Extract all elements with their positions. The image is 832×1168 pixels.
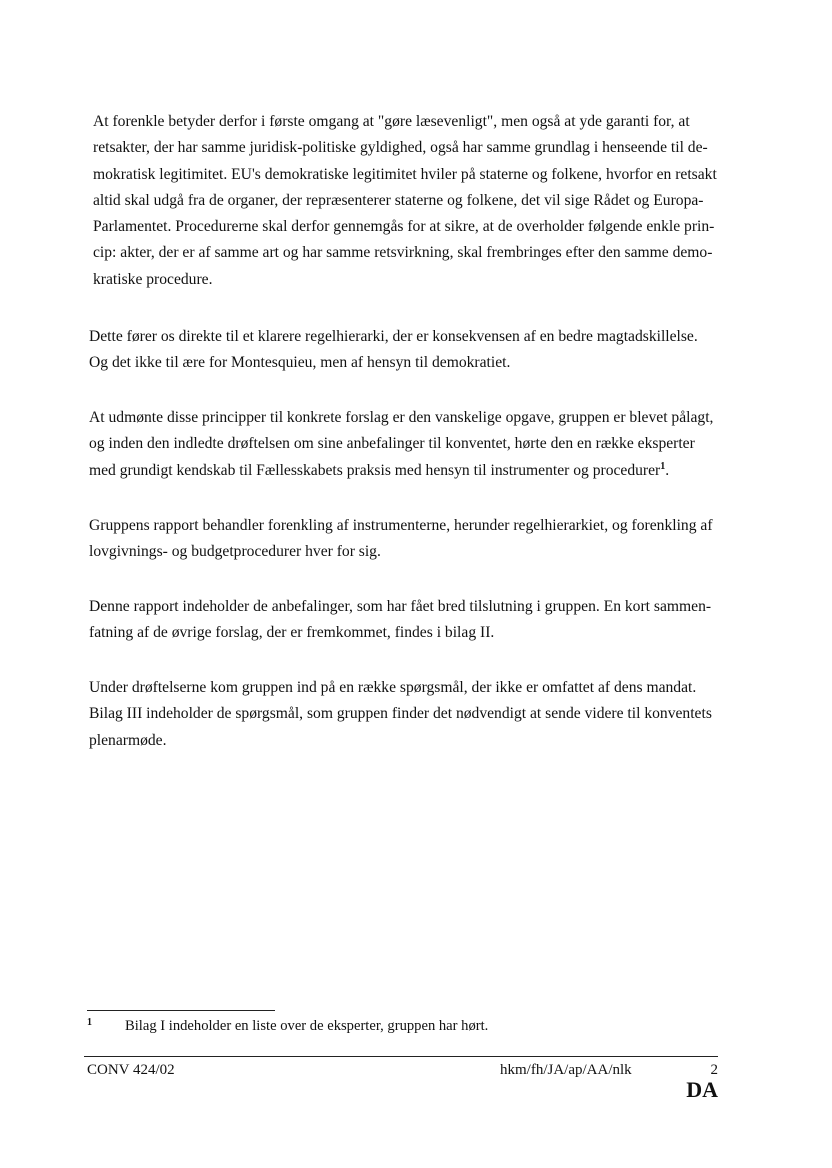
text-line: Gruppens rapport behandler forenkling af instrumenterne, herunder regelhierarkiet, og forenkling af xyxy=(89,517,713,534)
text-line-with-footnote xyxy=(89,458,729,484)
text-line: plenarmøde. xyxy=(89,731,167,749)
footnote-text: Bilag I indeholder en liste over de eksperter, gruppen har hørt. xyxy=(125,1018,489,1034)
paragraph-experts xyxy=(89,405,729,484)
text-line: kratiske procedure. xyxy=(93,270,213,288)
paragraph-hierarchy xyxy=(89,324,729,377)
footer-author-reference: hkm/fh/JA/ap/AA/nlk xyxy=(500,1062,632,1078)
text-line: Dette fører os direkte til et klarere regelhierarki, der er konsekvensen af en bedre magtadskillelse. xyxy=(89,328,698,345)
text-line: At forenkle betyder derfor i første omgang at "gøre læsevenligt", men også at yde garanti for, at xyxy=(93,113,690,130)
text-line: At udmønte disse principper til konkrete forslag er den vanskelige opgave, gruppen er blevet pålagt, xyxy=(89,409,714,426)
text-line: cip: akter, der er af samme art og har samme retsvirkning, skal frembringes efter den samme demo- xyxy=(93,244,713,262)
paragraph-recommendations xyxy=(89,594,729,647)
text-line: Under drøftelserne kom gruppen ind på en række spørgsmål, der ikke er omfattet af dens mandat. xyxy=(89,679,697,696)
text-line: altid skal udgå fra de organer, der repræsenterer staterne og folkene, det vil sige Rådet og Europa- xyxy=(93,191,704,209)
text-line: lovgivnings- og budgetprocedurer hver for sig. xyxy=(89,543,381,561)
line-end-punctuation: . xyxy=(665,461,670,479)
paragraph-simplification xyxy=(93,109,733,293)
text-line: Bilag III indeholder de spørgsmål, som gruppen finder det nødvendigt at sende videre til konventets xyxy=(89,705,712,723)
paragraph-mandate xyxy=(89,675,729,754)
text-line: og inden den indledte drøftelsen om sine anbefalinger til konventet, hørte den en række eksperter xyxy=(89,435,695,453)
text-line: Parlamentet. Procedurerne skal derfor gennemgås for at sikre, at de overholder følgende enkle prin- xyxy=(93,218,715,236)
footer-separator xyxy=(84,1056,718,1057)
page-number: 2 xyxy=(710,1062,718,1078)
language-code: DA xyxy=(686,1077,718,1102)
footer-document-reference: CONV 424/02 xyxy=(87,1062,175,1078)
paragraph-report-scope xyxy=(89,513,729,566)
text-line: Og det ikke til ære for Montesquieu, men af hensyn til demokratiet. xyxy=(89,354,511,372)
text-line: fatning af de øvrige forslag, der er fremkommet, findes i bilag II. xyxy=(89,624,495,642)
text-line: Denne rapport indeholder de anbefalinger, som har fået bred tilslutning i gruppen. En kort sammen- xyxy=(89,598,712,615)
footnote-number: 1 xyxy=(87,1017,92,1028)
text-line: med grundigt kendskab til Fællesskabets praksis med hensyn til instrumenter og procedurer xyxy=(89,461,661,479)
footnote-reference[interactable]: 1 xyxy=(660,460,666,472)
footnote-separator xyxy=(87,1010,275,1011)
text-line: mokratisk legitimitet. EU's demokratiske legitimitet hviler på staterne og folkene, hvorfor en retsakt xyxy=(93,165,717,183)
text-line: retsakter, der har samme juridisk-politiske gyldighed, også har samme grundlag i henseende til de- xyxy=(93,139,708,157)
